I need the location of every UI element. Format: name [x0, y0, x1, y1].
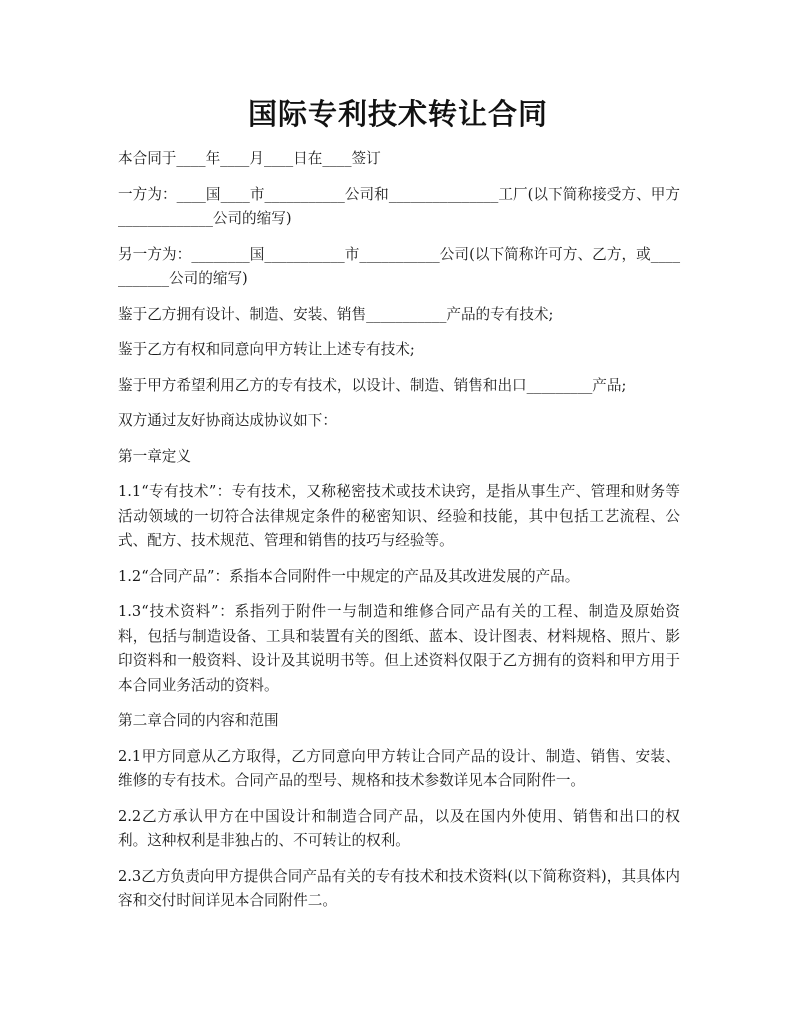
- clause-2-2: 2.2乙方承认甲方在中国设计和制造合同产品，以及在国内外使用、销售和出口的权利。这种权利是非独占的、不可转让的权利。: [118, 807, 680, 849]
- paragraph-whereas-2: 鉴于乙方有权和同意向甲方转让上述专有技术;: [118, 341, 415, 358]
- paragraph-party-a: 一方为：____国____市___________公司和_______________工厂(以下简称接受方、甲方_____________公司的缩写): [118, 185, 680, 227]
- chapter-heading-2: 第二章合同的内容和范围: [118, 712, 279, 729]
- paragraph-whereas-1: 鉴于乙方拥有设计、制造、安装、销售___________产品的专有技术;: [118, 305, 554, 323]
- chapter-heading-1: 第一章定义: [118, 447, 191, 465]
- clause-1-1: 1.1“专有技术”：专有技术，又称秘密技术或技术诀窍，是指从事生产、管理和财务等活动领域的一切符合法律规定条件的秘密知识、经验和技能，其中包括工艺流程、公式、配方、技术规范、管理和销售的技巧与经验等。: [118, 483, 680, 549]
- clause-1-2: 1.2“合同产品”：系指本合同附件一中规定的产品及其改进发展的产品。: [118, 567, 580, 585]
- document-body: [118, 147, 680, 925]
- clause-1-3: 1.3“技术资料”：系指列于附件一与制造和维修合同产品有关的工程、制造及原始资料，包括与制造设备、工具和装置有关的图纸、蓝本、设计图表、材料规格、照片、影印资料和一般资料、设计及其说明书等。但上述资料仅限于乙方拥有的资料和甲方用于本合同业务活动的资料。: [118, 603, 680, 694]
- clause-2-1: 2.1甲方同意从乙方取得，乙方同意向甲方转让合同产品的设计、制造、销售、安装、维修的专有技术。合同产品的型号、规格和技术参数详见本合同附件一。: [118, 747, 680, 789]
- clause-2-3: 2.3乙方负责向甲方提供合同产品有关的专有技术和技术资料(以下简称资料)，其具体内容和交付时间详见本合同附件二。: [118, 867, 680, 909]
- paragraph-signing-date: 本合同于____年____月____日在____签订: [118, 150, 381, 167]
- paragraph-party-b: 另一方为：________国___________市___________公司(以下简称许可方、乙方，或___________公司的缩写): [118, 245, 680, 287]
- document-title: 国际专利技术转让合同: [247, 97, 548, 131]
- paragraph-whereas-3: 鉴于甲方希望利用乙方的专有技术，以设计、制造、销售和出口_________产品;: [118, 376, 627, 394]
- paragraph-agreement-intro: 双方通过友好协商达成协议如下：: [118, 412, 337, 429]
